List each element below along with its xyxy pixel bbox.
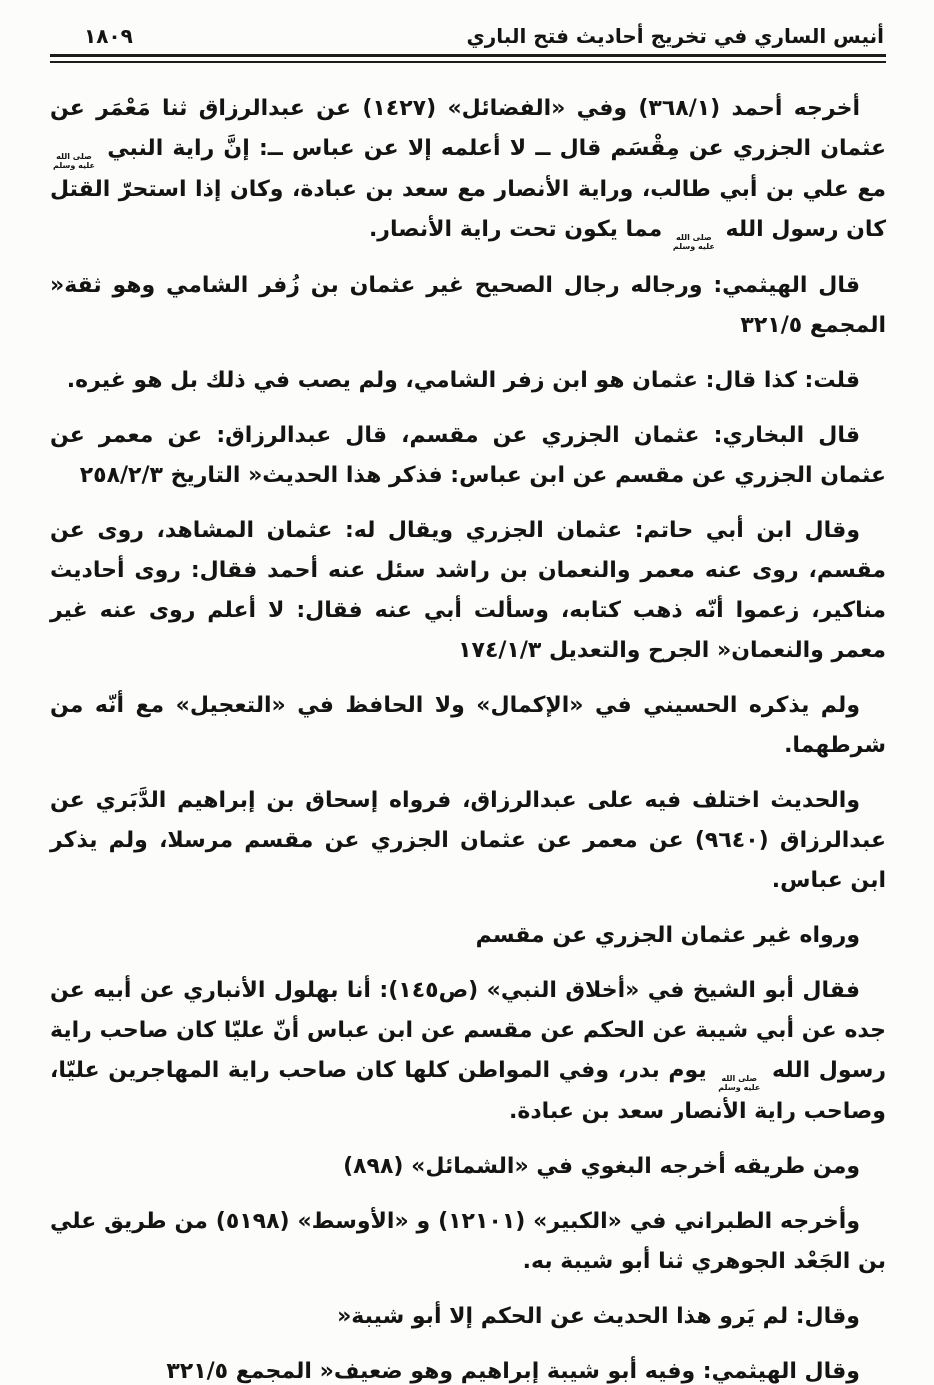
book-title: أنيس الساري في تخريج أحاديث فتح الباري xyxy=(466,24,884,48)
paragraph-husayni-note: ولم يذكره الحسيني في «الإكمال» ولا الحافظ في «التعجيل» مع أنّه من شرطهما. xyxy=(50,693,886,758)
paragraph-tabarani-comment: وقال: لم يَرو هذا الحديث عن الحكم إلا أبو شيبة« xyxy=(337,1304,860,1329)
paragraph-takhrij-ahmad: أخرجه أحمد (٣٦٨/١) وفي «الفضائل» (١٤٢٧) عن عبدالرزاق ثنا مَعْمَر عن عثمان الجزري عن مِقْسَم قال ــ لا أعلمه إلا عن عباس ــ: إنَّ راية النبي صلى الله عليه وسلم مع علي بن أبي طالب، وراية الأنصار مع سعد بن عبادة، وكان إذا استحرّ القتل كان رسول الله صلى الله عليه وسلم مما يكون تحت راية الأنصار. xyxy=(50,96,886,251)
page-number: ١٨٠٩ xyxy=(84,24,133,48)
paragraph-rawahu-ghayr: ورواه غير عثمان الجزري عن مقسم xyxy=(475,923,860,948)
salla-allahu-alayhi-wasallam-icon: صلى الله عليه وسلم xyxy=(53,152,96,170)
paragraph-qultu-comment: قلت: كذا قال: عثمان هو ابن زفر الشامي، ولم يصب في ذلك بل هو غيره. xyxy=(66,368,860,393)
paragraph-haythami-quote-2: وقال الهيثمي: وفيه أبو شيبة إبراهيم وهو ضعيف« المجمع ٣٢١/٥ xyxy=(166,1359,860,1384)
salla-allahu-alayhi-wasallam-icon: صلى الله عليه وسلم xyxy=(718,1074,761,1092)
header-divider xyxy=(50,54,886,63)
paragraph-haythami-quote: قال الهيثمي: ورجاله رجال الصحيح غير عثمان بن زُفر الشامي وهو ثقة« المجمع ٣٢١/٥ xyxy=(50,273,886,338)
paragraph-ikhtilaf-note: والحديث اختلف فيه على عبدالرزاق، فرواه إسحاق بن إبراهيم الدَّبَري عن عبدالرزاق (٩٦٤٠) عن معمر عن عثمان الجزري عن مقسم مرسلا، ولم يذكر ابن عباس. xyxy=(50,788,886,893)
page-header xyxy=(50,24,886,54)
paragraph-baghawi-takhrij: ومن طريقه أخرجه البغوي في «الشمائل» (٨٩٨) xyxy=(343,1154,860,1179)
paragraph-bukhari-quote: قال البخاري: عثمان الجزري عن مقسم، قال عبدالرزاق: عن معمر عن عثمان الجزري عن مقسم عن ابن عباس: فذكر هذا الحديث« التاريخ ٢٥٨/٢/٣ xyxy=(50,423,886,488)
salla-allahu-alayhi-wasallam-icon: صلى الله عليه وسلم xyxy=(672,233,715,251)
page-body xyxy=(50,89,886,1385)
paragraph-ibn-abi-hatim: وقال ابن أبي حاتم: عثمان الجزري ويقال له: عثمان المشاهد، روى عن مقسم، روى عنه معمر والنعمان بن راشد سئل عنه أحمد فقال: روى أحاديث مناكير، زعموا أنّه ذهب كتابه، وسألت أبي عنه فقال: لا أعلم روى عنه غير معمر والنعمان« الجرح والتعديل ١٧٤/١/٣ xyxy=(50,518,886,663)
paragraph-tabarani-takhrij: وأخرجه الطبراني في «الكبير» (١٢١٠١) و «الأوسط» (٥١٩٨) من طريق علي بن الجَعْد الجوهري ثنا أبو شيبة به. xyxy=(50,1209,886,1274)
paragraph-abu-alshaykh: فقال أبو الشيخ في «أخلاق النبي» (ص١٤٥): أنا بهلول الأنباري عن أبيه عن جده عن أبي شيبة عن الحكم عن مقسم عن ابن عباس أنّ عليّا كان صاحب راية رسول الله صلى الله عليه وسلم يوم بدر، وفي المواطن كلها كان صاحب راية المهاجرين عليّا، وصاحب راية الأنصار سعد بن عبادة. xyxy=(50,978,886,1124)
